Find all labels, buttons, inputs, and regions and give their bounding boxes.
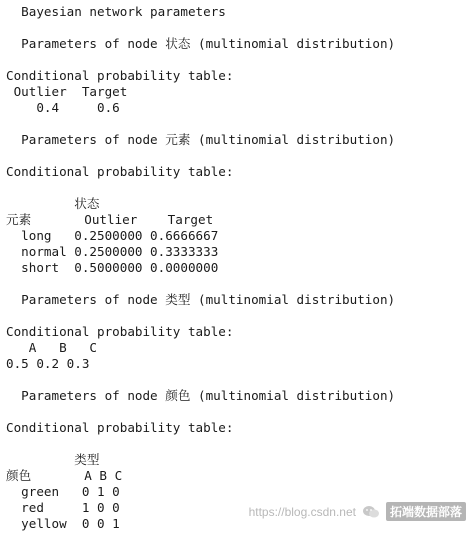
console-line: 类型 [6,452,100,467]
console-line: A B C [6,340,97,355]
console-line: Conditional probability table: [6,324,234,339]
console-line: 0.4 0.6 [6,100,120,115]
console-line: yellow 0 0 1 [6,516,120,531]
wechat-icon [362,505,380,519]
console-line: Conditional probability table: [6,164,234,179]
console-line: Conditional probability table: [6,68,234,83]
watermark-url: https://blog.csdn.net [248,504,356,519]
watermark-brand: 拓端数据部落 [386,502,466,521]
console-line [6,52,395,68]
watermark [249,502,466,521]
console-line: Parameters of node 状态 (multinomial distribution) [6,36,396,51]
console-line [6,116,395,132]
console-line: Bayesian network parameters [6,4,226,19]
console-line: short 0.5000000 0.0000000 [6,260,219,275]
console-line [6,180,395,196]
console-line: 0.5 0.2 0.3 [6,356,90,371]
console-line: Parameters of node 类型 (multinomial distribution) [6,292,396,307]
console-line [6,276,395,292]
console-line: red 1 0 0 [6,500,120,515]
console-line: 状态 [6,196,100,211]
console-line: normal 0.2500000 0.3333333 [6,244,219,259]
console-line: 元素 Outlier Target [6,212,214,227]
console-line: 颜色 A B C [6,468,123,483]
console-line: Parameters of node 元素 (multinomial distribution) [6,132,396,147]
console-line [6,372,395,388]
console-line [6,404,395,420]
console-line: long 0.2500000 0.6666667 [6,228,219,243]
console-line: Outlier Target [6,84,128,99]
console-line [6,20,395,36]
console-line [6,436,395,452]
console-line [6,148,395,164]
console-line [6,308,395,324]
console-line: Parameters of node 颜色 (multinomial distribution) [6,388,396,403]
console-line: Conditional probability table: [6,420,234,435]
console-line: green 0 1 0 [6,484,120,499]
r-console-output [6,4,395,532]
